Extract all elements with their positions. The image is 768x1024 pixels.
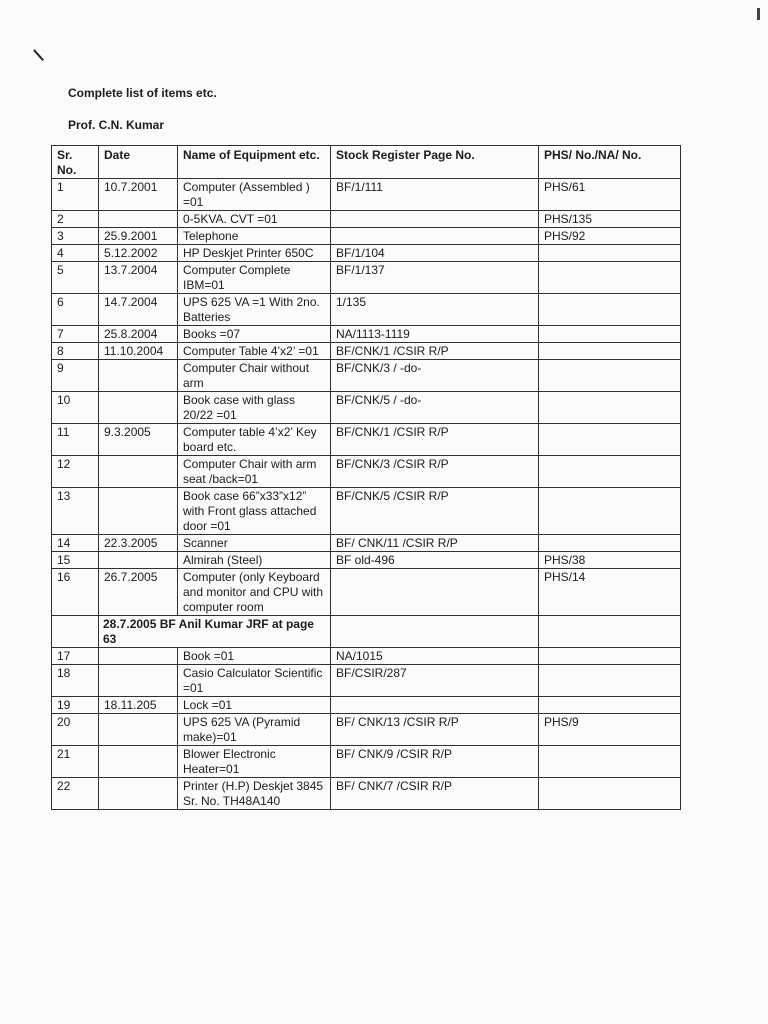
cell-stock-register: BF/CNK/5 / -do-: [331, 392, 539, 424]
cell-equipment: Telephone: [178, 228, 331, 245]
cell-sr-no: 1: [52, 179, 99, 211]
cell-sr-no: 4: [52, 245, 99, 262]
cell-equipment: UPS 625 VA =1 With 2no. Batteries: [178, 294, 331, 326]
cell-phs-no: PHS/38: [539, 552, 681, 569]
cell-sr-no: 8: [52, 343, 99, 360]
document-author: Prof. C.N. Kumar: [68, 118, 165, 132]
cell-equipment: Computer Chair with arm seat /back=01: [178, 456, 331, 488]
table-row: [52, 648, 681, 665]
cell-phs-no: [539, 392, 681, 424]
cell-equipment: Lock =01: [178, 697, 331, 714]
cell-phs-no: [539, 326, 681, 343]
table-row: [52, 262, 681, 294]
cell-phs-no: [539, 665, 681, 697]
cell-stock-register: BF/CNK/3 /CSIR R/P: [331, 456, 539, 488]
cell-date: [99, 488, 178, 535]
table-row: [52, 746, 681, 778]
cell-stock-register: 1/135: [331, 294, 539, 326]
cell-sr-no: 7: [52, 326, 99, 343]
table-row: [52, 535, 681, 552]
cell-date: [99, 211, 178, 228]
table-header-row: [52, 146, 681, 179]
cell-equipment: Scanner: [178, 535, 331, 552]
cell-stock-register: BF/CNK/1 /CSIR R/P: [331, 343, 539, 360]
cell-stock-register: NA/1015: [331, 648, 539, 665]
cell-stock-register: BF/1/104: [331, 245, 539, 262]
table-row: [52, 569, 681, 616]
table-section-row: [52, 616, 681, 648]
cell-sr-no: [52, 616, 99, 648]
cell-sr-no: 19: [52, 697, 99, 714]
cell-stock-register: NA/1113-1119: [331, 326, 539, 343]
table-row: [52, 552, 681, 569]
cell-equipment: Computer (only Keyboard and monitor and CPU with computer room: [178, 569, 331, 616]
cell-phs-no: PHS/61: [539, 179, 681, 211]
cell-phs-no: [539, 697, 681, 714]
cell-phs-no: PHS/14: [539, 569, 681, 616]
cell-date: [99, 746, 178, 778]
cell-stock-register: BF/ CNK/9 /CSIR R/P: [331, 746, 539, 778]
cell-phs-no: [539, 456, 681, 488]
table-row: [52, 392, 681, 424]
cell-sr-no: 11: [52, 424, 99, 456]
cell-date: 22.3.2005: [99, 535, 178, 552]
cell-stock-register: BF/ CNK/13 /CSIR R/P: [331, 714, 539, 746]
cell-sr-no: 2: [52, 211, 99, 228]
cell-stock-register: BF/CNK/3 / -do-: [331, 360, 539, 392]
table-row: [52, 697, 681, 714]
header-phs-no: PHS/ No./NA/ No.: [539, 146, 681, 179]
cell-date: [99, 714, 178, 746]
cell-phs-no: [539, 648, 681, 665]
inventory-table: [51, 145, 681, 810]
cell-date: 9.3.2005: [99, 424, 178, 456]
cell-date: 14.7.2004: [99, 294, 178, 326]
cell-phs-no: [539, 616, 681, 648]
cell-sr-no: 18: [52, 665, 99, 697]
cell-sr-no: 13: [52, 488, 99, 535]
cell-phs-no: PHS/92: [539, 228, 681, 245]
cell-date: 25.9.2001: [99, 228, 178, 245]
cell-equipment: 0-5KVA. CVT =01: [178, 211, 331, 228]
header-sr-no: Sr. No.: [52, 146, 99, 179]
cell-phs-no: PHS/135: [539, 211, 681, 228]
table-row: [52, 179, 681, 211]
table-row: [52, 424, 681, 456]
cell-sr-no: 14: [52, 535, 99, 552]
cell-equipment: Computer table 4’x2’ Key board etc.: [178, 424, 331, 456]
cell-stock-register: [331, 697, 539, 714]
table-body: [52, 179, 681, 810]
cell-equipment: Printer (H.P) Deskjet 3845 Sr. No. TH48A140: [178, 778, 331, 810]
cell-phs-no: PHS/9: [539, 714, 681, 746]
cell-date: [99, 778, 178, 810]
header-stock-register: Stock Register Page No.: [331, 146, 539, 179]
table-row: [52, 488, 681, 535]
cell-sr-no: 12: [52, 456, 99, 488]
cell-equipment: Book case with glass 20/22 =01: [178, 392, 331, 424]
header-date: Date: [99, 146, 178, 179]
section-note: 28.7.2005 BF Anil Kumar JRF at page 63: [99, 616, 331, 648]
cell-date: [99, 392, 178, 424]
cell-stock-register: BF/1/137: [331, 262, 539, 294]
cell-stock-register: BF/CSIR/287: [331, 665, 539, 697]
cell-phs-no: [539, 245, 681, 262]
cell-sr-no: 21: [52, 746, 99, 778]
cell-phs-no: [539, 294, 681, 326]
cell-equipment: UPS 625 VA (Pyramid make)=01: [178, 714, 331, 746]
table-row: [52, 714, 681, 746]
cell-date: [99, 648, 178, 665]
cell-date: 10.7.2001: [99, 179, 178, 211]
table-row: [52, 665, 681, 697]
cell-equipment: Computer (Assembled ) =01: [178, 179, 331, 211]
scan-edge-mark: [757, 8, 760, 20]
cell-sr-no: 17: [52, 648, 99, 665]
cell-sr-no: 22: [52, 778, 99, 810]
table-row: [52, 326, 681, 343]
cell-equipment: Casio Calculator Scientific =01: [178, 665, 331, 697]
table-row: [52, 778, 681, 810]
cell-date: [99, 665, 178, 697]
cell-equipment: Computer Complete IBM=01: [178, 262, 331, 294]
table-row: [52, 228, 681, 245]
cell-sr-no: 10: [52, 392, 99, 424]
table-row: [52, 360, 681, 392]
cell-phs-no: [539, 535, 681, 552]
cell-equipment: Books =07: [178, 326, 331, 343]
table-row: [52, 211, 681, 228]
cell-date: 5.12.2002: [99, 245, 178, 262]
cell-phs-no: [539, 746, 681, 778]
cell-phs-no: [539, 262, 681, 294]
cell-stock-register: [331, 616, 539, 648]
cell-sr-no: 6: [52, 294, 99, 326]
cell-sr-no: 20: [52, 714, 99, 746]
table-row: [52, 294, 681, 326]
cell-equipment: HP Deskjet Printer 650C: [178, 245, 331, 262]
cell-stock-register: BF/CNK/5 /CSIR R/P: [331, 488, 539, 535]
cell-sr-no: 3: [52, 228, 99, 245]
cell-phs-no: [539, 424, 681, 456]
header-equipment: Name of Equipment etc.: [178, 146, 331, 179]
cell-date: [99, 552, 178, 569]
cell-sr-no: 16: [52, 569, 99, 616]
cell-date: 25.8.2004: [99, 326, 178, 343]
cell-stock-register: [331, 211, 539, 228]
cell-date: 13.7.2004: [99, 262, 178, 294]
cell-phs-no: [539, 488, 681, 535]
cell-sr-no: 15: [52, 552, 99, 569]
cell-equipment: Book case 66”x33”x12” with Front glass attached door =01: [178, 488, 331, 535]
cell-sr-no: 9: [52, 360, 99, 392]
document-title: Complete list of items etc.: [68, 86, 217, 100]
cell-equipment: Computer Table 4’x2’ =01: [178, 343, 331, 360]
cell-stock-register: BF/ CNK/11 /CSIR R/P: [331, 535, 539, 552]
cell-phs-no: [539, 778, 681, 810]
cell-stock-register: [331, 569, 539, 616]
pen-mark: [33, 49, 43, 60]
cell-stock-register: BF/ CNK/7 /CSIR R/P: [331, 778, 539, 810]
cell-stock-register: [331, 228, 539, 245]
cell-equipment: Almirah (Steel): [178, 552, 331, 569]
table-row: [52, 456, 681, 488]
cell-phs-no: [539, 343, 681, 360]
cell-date: [99, 360, 178, 392]
cell-sr-no: 5: [52, 262, 99, 294]
cell-stock-register: BF/CNK/1 /CSIR R/P: [331, 424, 539, 456]
table-row: [52, 245, 681, 262]
cell-phs-no: [539, 360, 681, 392]
cell-date: 26.7.2005: [99, 569, 178, 616]
cell-date: 18.11.205: [99, 697, 178, 714]
cell-stock-register: BF old-496: [331, 552, 539, 569]
cell-date: [99, 456, 178, 488]
table-row: [52, 343, 681, 360]
cell-equipment: Computer Chair without arm: [178, 360, 331, 392]
cell-equipment: Blower Electronic Heater=01: [178, 746, 331, 778]
cell-equipment: Book =01: [178, 648, 331, 665]
cell-stock-register: BF/1/111: [331, 179, 539, 211]
cell-date: 11.10.2004: [99, 343, 178, 360]
